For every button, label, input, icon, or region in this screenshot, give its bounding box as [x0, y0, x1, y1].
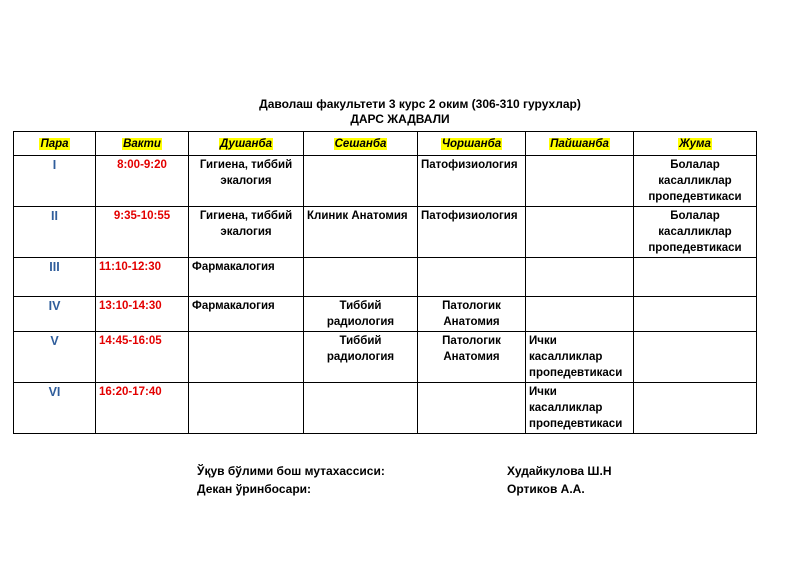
- tuesday-cell: Тиббий радиология: [304, 332, 418, 383]
- pair-time: 13:10-14:30: [96, 297, 189, 332]
- header-thursday: Пайшанба: [526, 132, 634, 156]
- table-row: [14, 332, 757, 383]
- thursday-cell: [526, 297, 634, 332]
- header-friday: Жума: [634, 132, 757, 156]
- table-row: [14, 258, 757, 297]
- schedule-heading: ДАРС ЖАДВАЛИ: [350, 112, 450, 126]
- pair-time: 16:20-17:40: [96, 383, 189, 434]
- table-row: [14, 156, 757, 207]
- monday-cell: [189, 383, 304, 434]
- wednesday-cell: [418, 258, 526, 297]
- signature-name-specialist: Худайкулова Ш.Н: [507, 464, 612, 478]
- header-monday: Душанба: [189, 132, 304, 156]
- tuesday-cell: Клиник Анатомия: [304, 207, 418, 258]
- pair-number: II: [14, 207, 96, 258]
- pair-time: 14:45-16:05: [96, 332, 189, 383]
- document-title: [0, 97, 800, 127]
- friday-cell: Болалар касалликлар пропедевтикаси: [634, 207, 757, 258]
- signature-role-specialist: Ўқув бўлими бош мутахассиси:: [197, 464, 385, 478]
- pair-number: I: [14, 156, 96, 207]
- table-row: [14, 297, 757, 332]
- header-row: [14, 132, 757, 156]
- wednesday-cell: Патологик Анатомия: [418, 297, 526, 332]
- friday-cell: Болалар касалликлар пропедевтикаси: [634, 156, 757, 207]
- tuesday-cell: [304, 156, 418, 207]
- thursday-cell: [526, 207, 634, 258]
- signature-name-deputy-dean: Ортиков А.А.: [507, 482, 585, 496]
- pair-number: V: [14, 332, 96, 383]
- friday-cell: [634, 332, 757, 383]
- thursday-cell: Ички касалликлар пропедевтикаси: [526, 332, 634, 383]
- thursday-cell: [526, 258, 634, 297]
- thursday-cell: Ички касалликлар пропедевтикаси: [526, 383, 634, 434]
- wednesday-cell: Патофизиология: [418, 207, 526, 258]
- tuesday-cell: [304, 383, 418, 434]
- pair-time: 11:10-12:30: [96, 258, 189, 297]
- header-tuesday: Сешанба: [304, 132, 418, 156]
- tuesday-cell: [304, 258, 418, 297]
- friday-cell: [634, 297, 757, 332]
- wednesday-cell: Патофизиология: [418, 156, 526, 207]
- header-para: Пара: [14, 132, 96, 156]
- monday-cell: Гигиена, тиббий экалогия: [189, 207, 304, 258]
- header-wednesday: Чоршанба: [418, 132, 526, 156]
- faculty-line: Даволаш факультети 3 курс 2 оким (306-310 гурухлар): [259, 97, 581, 111]
- table-row: [14, 383, 757, 434]
- signature-role-deputy-dean: Декан ўринбосари:: [197, 482, 312, 496]
- tuesday-cell: Тиббий радиология: [304, 297, 418, 332]
- header-time: Вакти: [96, 132, 189, 156]
- table-row: [14, 207, 757, 258]
- monday-cell: Фармакалогия: [189, 297, 304, 332]
- wednesday-cell: Патологик Анатомия: [418, 332, 526, 383]
- monday-cell: [189, 332, 304, 383]
- pair-number: VI: [14, 383, 96, 434]
- schedule-table: [13, 131, 757, 434]
- pair-time: 8:00-9:20: [96, 156, 189, 207]
- monday-cell: Фармакалогия: [189, 258, 304, 297]
- wednesday-cell: [418, 383, 526, 434]
- friday-cell: [634, 383, 757, 434]
- monday-cell: Гигиена, тиббий экалогия: [189, 156, 304, 207]
- friday-cell: [634, 258, 757, 297]
- pair-number: IV: [14, 297, 96, 332]
- thursday-cell: [526, 156, 634, 207]
- pair-number: III: [14, 258, 96, 297]
- pair-time: 9:35-10:55: [96, 207, 189, 258]
